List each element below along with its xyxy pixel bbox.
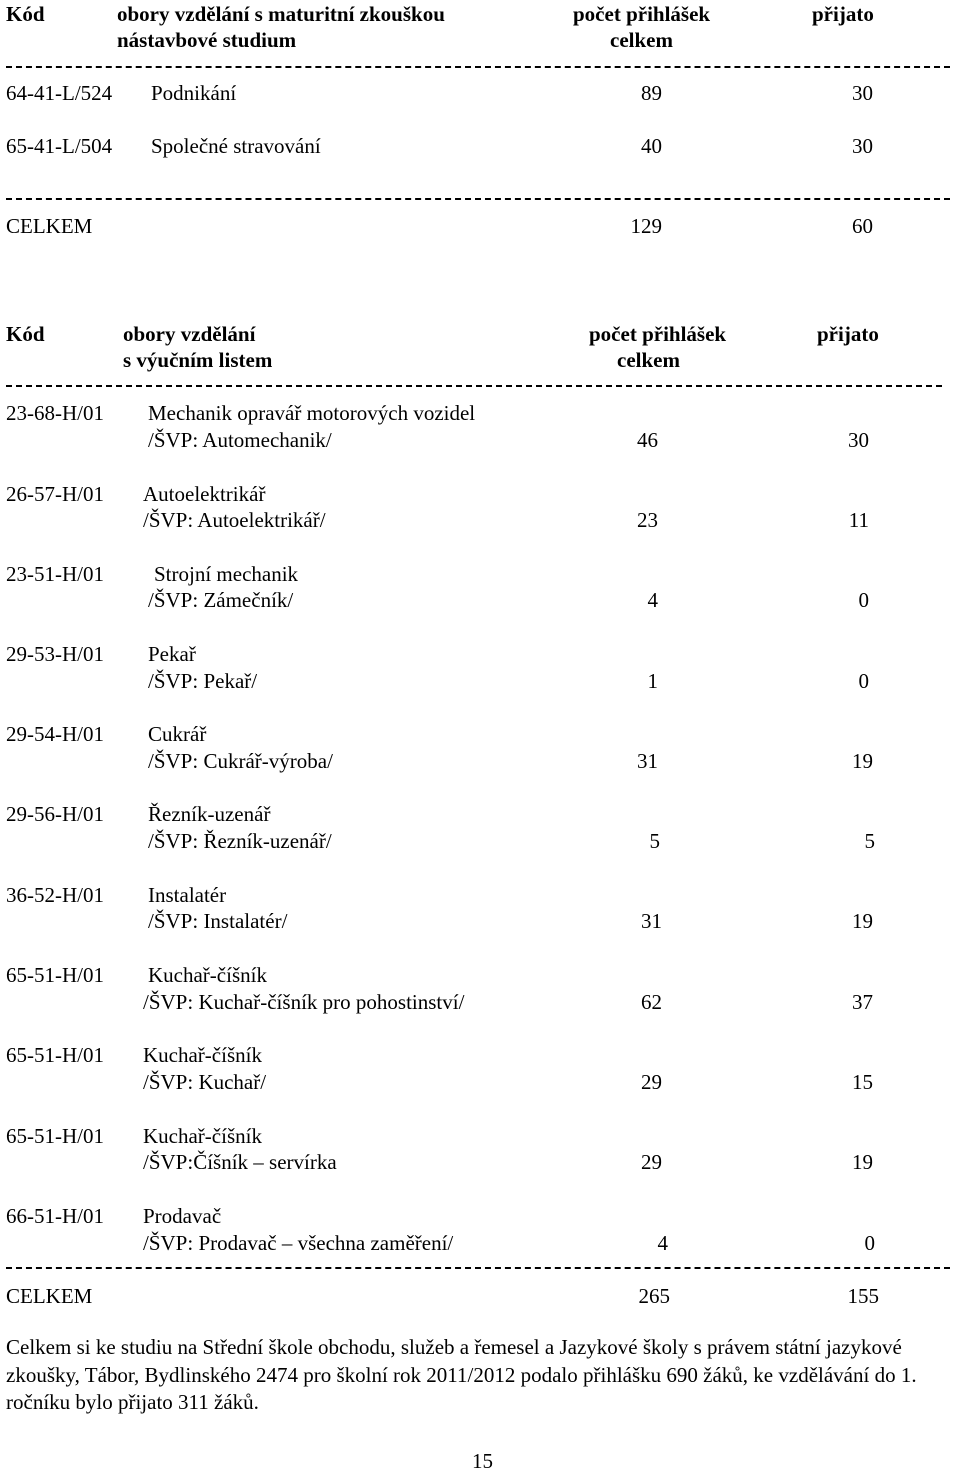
row-svp: /ŠVP: Pekař/ xyxy=(148,669,258,693)
row-count: 5 xyxy=(649,829,660,853)
table2-divider-bottom xyxy=(6,1267,950,1269)
row-accepted: 5 xyxy=(864,829,875,853)
row-code: 23-68-H/01 xyxy=(6,401,104,425)
row-code: 65-51-H/01 xyxy=(6,1124,104,1148)
row-name: Kuchař-číšník xyxy=(143,1043,262,1067)
row-svp: /ŠVP: Zámečník/ xyxy=(148,588,294,612)
table1-header-pocet-sub: celkem xyxy=(610,28,673,52)
row-name: Podnikání xyxy=(151,81,237,105)
row-name: Cukrář xyxy=(148,722,207,746)
row-code: 65-51-H/01 xyxy=(6,963,104,987)
row-code: 64-41-L/524 xyxy=(6,81,113,105)
row-name: Instalatér xyxy=(148,883,227,907)
row-count: 31 xyxy=(641,909,662,933)
row-code: 29-54-H/01 xyxy=(6,722,104,746)
row-name: Společné stravování xyxy=(151,134,321,158)
row-accepted: 0 xyxy=(858,588,869,612)
row-name: Mechanik opravář motorových vozidel xyxy=(148,401,476,425)
row-name: Pekař xyxy=(148,642,196,666)
row-code: 29-53-H/01 xyxy=(6,642,104,666)
total-count: 129 xyxy=(630,214,662,238)
total-accepted: 155 xyxy=(847,1284,879,1308)
table1-divider-bottom xyxy=(6,198,950,200)
row-svp: /ŠVP: Instalatér/ xyxy=(148,909,288,933)
row-svp: /ŠVP: Autoelektrikář/ xyxy=(143,508,326,532)
row-accepted: 0 xyxy=(864,1231,875,1255)
row-count: 4 xyxy=(657,1231,668,1255)
table1-divider-top xyxy=(6,66,950,68)
row-count: 23 xyxy=(637,508,658,532)
row-accepted: 19 xyxy=(852,909,873,933)
row-name: Řezník-uzenář xyxy=(148,802,271,826)
row-count: 29 xyxy=(641,1150,662,1174)
row-count: 46 xyxy=(637,428,658,452)
row-count: 31 xyxy=(637,749,658,773)
table1-header-prijato: přijato xyxy=(812,2,874,26)
table2-header-obory: obory vzdělání xyxy=(123,322,256,346)
row-count: 29 xyxy=(641,1070,662,1094)
row-code: 23-51-H/01 xyxy=(6,562,104,586)
row-svp: /ŠVP: Cukrář-výroba/ xyxy=(148,749,333,773)
total-label: CELKEM xyxy=(6,1284,93,1308)
row-code: 36-52-H/01 xyxy=(6,883,104,907)
table2-header-kod: Kód xyxy=(6,322,45,346)
row-code: 26-57-H/01 xyxy=(6,482,104,506)
total-label: CELKEM xyxy=(6,214,93,238)
row-accepted: 37 xyxy=(852,990,873,1014)
row-svp: /ŠVP: Prodavač – všechna zaměření/ xyxy=(143,1231,454,1255)
row-count: 89 xyxy=(641,81,662,105)
row-accepted: 0 xyxy=(858,669,869,693)
row-svp: /ŠVP: Kuchař-číšník pro pohostinství/ xyxy=(143,990,465,1014)
row-count: 40 xyxy=(641,134,662,158)
table1-header-obory-sub: nástavbové studium xyxy=(117,28,297,52)
page-number: 15 xyxy=(472,1449,493,1473)
row-name: Strojní mechanik xyxy=(154,562,299,586)
table2-header-pocet-sub: celkem xyxy=(617,348,680,372)
row-name: Prodavač xyxy=(143,1204,222,1228)
summary-paragraph: Celkem si ke studiu na Střední škole obchodu, služeb a řemesel a Jazykové školy s právem státní jazykové zkoušky, Tábor, Bydlinského 2474 pro školní rok 2011/2012 podalo přihlášku 690 žáků, ke vzdělávání do 1. ročníku bylo přijato 311 žáků. xyxy=(6,1335,917,1414)
table2-header-pocet: počet přihlášek xyxy=(589,322,727,346)
total-accepted: 60 xyxy=(852,214,873,238)
table1-header-pocet: počet přihlášek xyxy=(573,2,711,26)
row-name: Kuchař-číšník xyxy=(143,1124,262,1148)
row-accepted: 30 xyxy=(852,134,873,158)
row-count: 62 xyxy=(641,990,662,1014)
row-svp: /ŠVP: Kuchař/ xyxy=(143,1070,267,1094)
row-code: 66-51-H/01 xyxy=(6,1204,104,1228)
total-count: 265 xyxy=(638,1284,670,1308)
row-svp: /ŠVP: Řezník-uzenář/ xyxy=(148,829,332,853)
row-accepted: 30 xyxy=(848,428,869,452)
row-name: Autoelektrikář xyxy=(143,482,266,506)
row-code: 29-56-H/01 xyxy=(6,802,104,826)
row-accepted: 11 xyxy=(848,508,869,532)
table1-header-kod: Kód xyxy=(6,2,45,26)
row-count: 4 xyxy=(647,588,658,612)
table1-header-obory: obory vzdělání s maturitní zkouškou xyxy=(117,2,445,26)
row-svp: /ŠVP: Automechanik/ xyxy=(148,428,332,452)
table2-header-prijato: přijato xyxy=(817,322,879,346)
table2-header-obory-sub: s výučním listem xyxy=(123,348,273,372)
row-count: 1 xyxy=(647,669,658,693)
row-accepted: 19 xyxy=(852,1150,873,1174)
row-name: Kuchař-číšník xyxy=(148,963,267,987)
row-code: 65-41-L/504 xyxy=(6,134,113,158)
row-accepted: 30 xyxy=(852,81,873,105)
row-code: 65-51-H/01 xyxy=(6,1043,104,1067)
row-accepted: 19 xyxy=(852,749,873,773)
row-accepted: 15 xyxy=(852,1070,873,1094)
table2-divider-top xyxy=(6,385,942,387)
row-svp: /ŠVP:Číšník – servírka xyxy=(143,1150,337,1174)
